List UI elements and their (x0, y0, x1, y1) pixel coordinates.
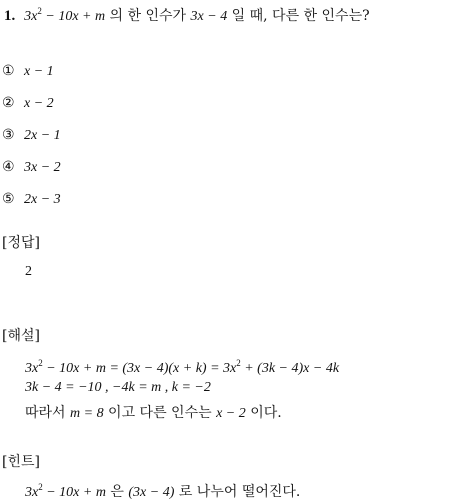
choice-5-text: 2x − 3 (24, 192, 61, 207)
choice-3-text: 2x − 1 (24, 128, 61, 143)
hint-divisor: (3x − 4) (128, 485, 175, 500)
choice-4-text: 3x − 2 (24, 160, 61, 175)
hint-heading: [힌트] (2, 454, 40, 470)
question-text-2: 일 때, 다른 한 인수는? (231, 8, 370, 24)
hint-line (25, 477, 300, 503)
choice-3-label: ③ (2, 127, 15, 143)
choice-4-label: ④ (2, 159, 15, 175)
explanation-line-1: $3x^2 - 10x + m = (3x - 4)(x + k) = 3x^2 + (3k - 4)x - 4k$ (25, 358, 340, 376)
choice-1-text: x − 1 (24, 64, 54, 79)
question-text-1: 의 한 인수가 (109, 8, 187, 24)
hint-expression: $3x^2 - 10x + m$ (25, 482, 106, 500)
choice-5-label: ⑤ (2, 191, 15, 207)
explanation-line-3-factor: x − 2 (216, 406, 246, 421)
choice-2[interactable] (2, 93, 54, 114)
explanation-line-3-pre: 따라서 (25, 405, 66, 421)
question-expression: $3x^2 - 10x + m$ (24, 6, 106, 24)
explanation-line-3-post: 이다. (250, 405, 282, 421)
explanation-line-3-m: m = 8 (70, 406, 104, 421)
question-number: 1. (4, 8, 16, 24)
choice-2-label: ② (2, 95, 15, 111)
choice-3[interactable] (2, 125, 61, 146)
choice-2-text: x − 2 (24, 96, 54, 111)
question-factor: 3x − 4 (190, 9, 228, 24)
choice-4[interactable] (2, 157, 61, 178)
hint-post: 로 나누어 떨어진다. (178, 484, 301, 500)
explanation-line-2: 3k − 4 = −10 , −4k = m , k = −2 (25, 380, 211, 395)
choice-5[interactable] (2, 189, 61, 210)
choice-1-label: ① (2, 63, 15, 79)
choice-1[interactable] (2, 61, 54, 82)
explanation-line-3 (25, 403, 282, 424)
explanation-line-3-mid: 이고 다른 인수는 (108, 405, 212, 421)
question-line (4, 1, 370, 27)
answer-heading: [정답] (2, 235, 40, 251)
answer-value: 2 (25, 264, 32, 279)
explanation-heading: [해설] (2, 328, 40, 344)
hint-mid: 은 (110, 484, 124, 500)
